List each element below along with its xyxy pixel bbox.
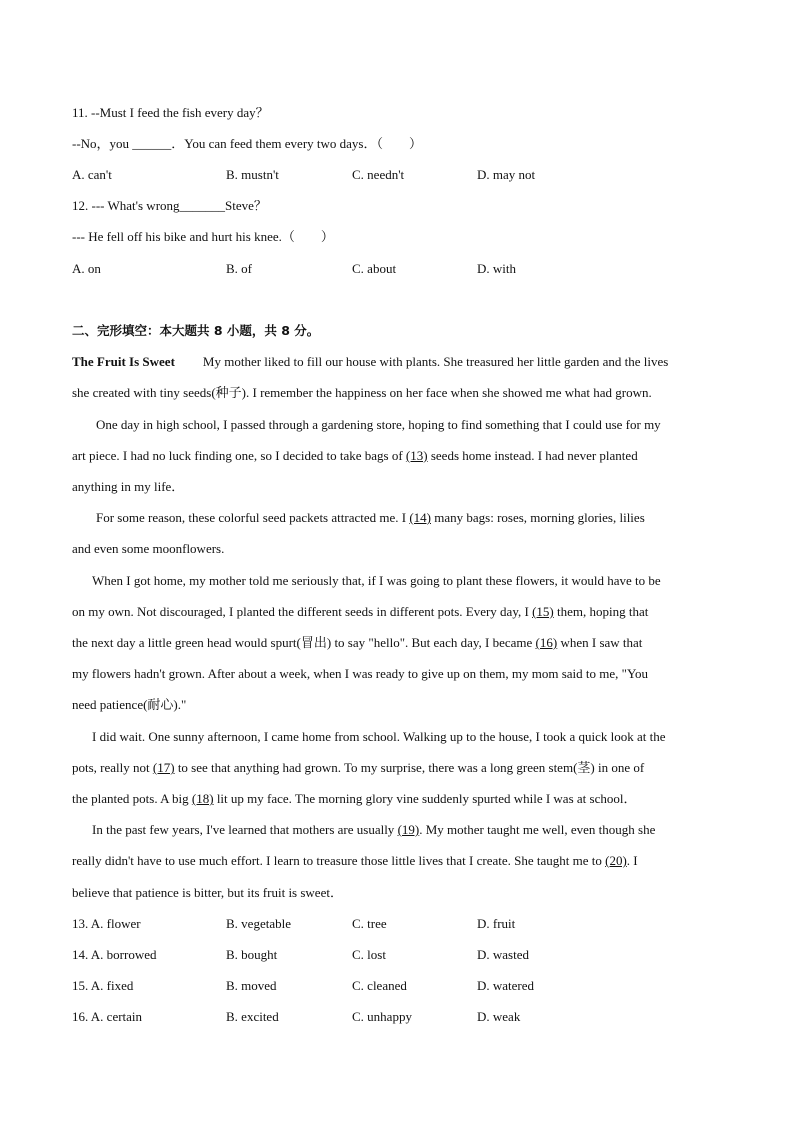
q12-stem: 12. --- What's wrong_______Steve？ [72, 198, 267, 213]
q13-option-a: A. flower [90, 916, 141, 931]
q16-option-a: A. certain [90, 1009, 143, 1024]
cloze-options-14: 14. A. borrowed B. bought C. lost D. wasted [72, 947, 529, 962]
blank-14: (14) [409, 510, 431, 525]
blank-19: (19) [397, 822, 420, 837]
q12-option-a: A. on [72, 261, 101, 276]
passage-line-17: really didn't have to use much effort. I learn to treasure those little lives that I create. She taught me to (20). I [72, 853, 638, 868]
passage-line-4: art piece. I had no luck finding one, so I decided to take bags of (13) seeds home instead. I had never planted [72, 448, 638, 463]
q16-option-b: B. excited [226, 1009, 279, 1024]
q16-option-c: C. unhappy [352, 1009, 412, 1024]
passage-line-11: my flowers hadn't grown. After about a week, when I was ready to give up on them, my mom said to me, "You [72, 666, 649, 681]
passage-line-10: the next day a little green head would spurt(冒出) to say "hello". But each day, I became (16) when I saw that [72, 635, 643, 650]
blank-17: (17) [152, 760, 175, 775]
q11-reply: --No，you ______．You can feed them every two days．（ ） [72, 136, 422, 151]
q12-reply: --- He fell off his bike and hurt his knee.（ ） [72, 229, 334, 244]
passage-line-13: I did wait. One sunny afternoon, I came home from school. Walking up to the house, I took a quick look at the [92, 729, 666, 744]
blank-13: (13) [405, 448, 428, 463]
cloze-options-15: 15. A. fixed B. moved C. cleaned D. watered [72, 978, 535, 993]
passage-line-7: and even some moonflowers. [72, 541, 225, 556]
q12-option-c: C. about [352, 261, 397, 276]
passage-line-6: For some reason, these colorful seed packets attracted me. I (14) many bags: roses, morning glories, lilies [96, 510, 645, 525]
blank-18: (18) [191, 791, 214, 806]
section-heading: 二、完形填空：本大题共 8 小题，共 8 分。 [72, 323, 320, 338]
passage-line-14: pots, really not (17) to see that anything had grown. To my surprise, there was a long green stem(茎) in one of [72, 760, 645, 775]
q15-option-a: A. fixed [90, 978, 134, 993]
passage-line-12: need patience(耐心)." [72, 697, 187, 712]
blank-15: (15) [532, 604, 554, 619]
cloze-options-16: 16. A. certain B. excited C. unhappy D. weak [72, 1009, 521, 1024]
q11-option-b: B. mustn't [226, 167, 279, 182]
q15-option-b: B. moved [226, 978, 277, 993]
q15-option-d: D. watered [477, 978, 535, 993]
q14-option-a: A. borrowed [90, 947, 157, 962]
blank-16: (16) [535, 635, 558, 650]
q11-option-a: A. can't [72, 167, 112, 182]
q14-option-c: C. lost [352, 947, 386, 962]
q12-option-d: D. with [477, 261, 516, 276]
passage-line-15: the planted pots. A big (18) lit up my face. The morning glory vine suddenly spurted while I was at school． [72, 791, 637, 806]
passage-line-18: believe that patience is bitter, but its fruit is sweet． [72, 885, 343, 900]
passage-line-8: When I got home, my mother told me seriously that, if I was going to plant these flowers, it would have to be [92, 573, 661, 588]
q11-stem: 11. --Must I feed the fish every day？ [72, 105, 269, 120]
passage-line-1: The Fruit Is Sweet My mother liked to fill our house with plants. She treasured her little garden and the lives [72, 354, 669, 369]
q13-option-c: C. tree [352, 916, 387, 931]
cloze-options-13: 13. A. flower B. vegetable C. tree D. fruit [72, 916, 516, 931]
blank-20: (20) [605, 853, 627, 868]
q14-option-b: B. bought [226, 947, 278, 962]
passage-line-9: on my own. Not discouraged, I planted the different seeds in different pots. Every day, I (15) them, hoping that [72, 604, 649, 619]
q15-option-c: C. cleaned [352, 978, 407, 993]
q11-option-c: C. needn't [352, 167, 405, 182]
q14-option-d: D. wasted [477, 947, 529, 962]
q16-option-d: D. weak [477, 1009, 521, 1024]
passage-line-3: One day in high school, I passed through a gardening store, hoping to find something that I could use for my [96, 417, 661, 432]
passage-line-16: In the past few years, I've learned that mothers are usually (19). My mother taught me well, even though she [92, 822, 656, 837]
q13-option-d: D. fruit [477, 916, 516, 931]
q11-option-d: D. may not [477, 167, 536, 182]
passage-title: The Fruit Is Sweet [72, 354, 175, 369]
passage-line-5: anything in my life． [72, 479, 185, 494]
q12-option-b: B. of [226, 261, 252, 276]
q13-option-b: B. vegetable [226, 916, 291, 931]
passage-line-2: she created with tiny seeds(种子). I remember the happiness on her face when she showed me what had grown. [72, 385, 652, 400]
